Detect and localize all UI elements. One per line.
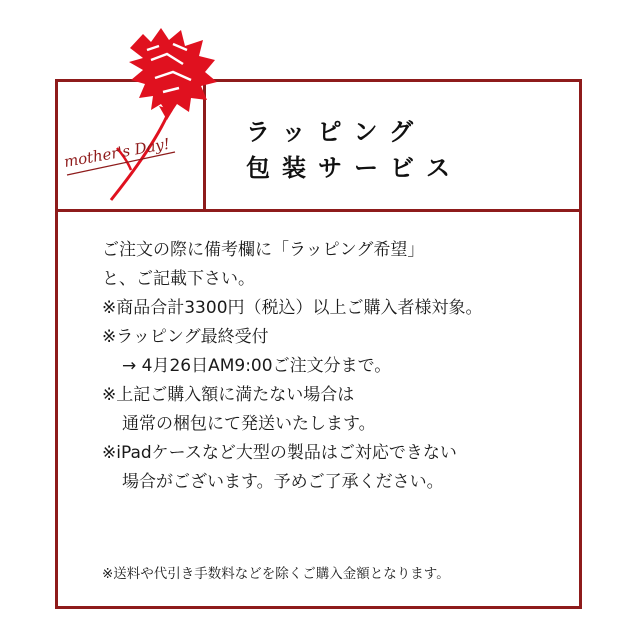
- instruction-line: ※上記ご購入額に満たない場合は: [102, 385, 355, 405]
- instruction-line: → 4月26日AM9:00ご注文分まで。: [122, 356, 392, 376]
- title-line-2: 包装サービス: [246, 154, 462, 182]
- instructions: [102, 236, 483, 497]
- instruction-line: と、ご記載下さい。: [102, 269, 255, 289]
- mothers-day-script: mother's Day!: [62, 134, 172, 171]
- footnote: ※送料や代引き手数料などを除くご購入金額となります。: [102, 566, 450, 582]
- page-title: [246, 114, 462, 186]
- instruction-line: ※商品合計3300円（税込）以上ご購入者様対象。: [102, 298, 483, 318]
- instruction-line: ※ラッピング最終受付: [102, 327, 269, 347]
- instruction-line: ご注文の際に備考欄に「ラッピング希望」: [102, 240, 425, 260]
- carnation-logo: [55, 20, 230, 210]
- instruction-line: 通常の梱包にて発送いたします。: [122, 414, 376, 434]
- instruction-line: ※iPadケースなど大型の製品はご対応できない: [102, 443, 457, 463]
- carnation-icon: [111, 28, 217, 200]
- title-line-1: ラッピング: [246, 118, 426, 146]
- instruction-line: 場合がございます。予めご了承ください。: [122, 472, 444, 492]
